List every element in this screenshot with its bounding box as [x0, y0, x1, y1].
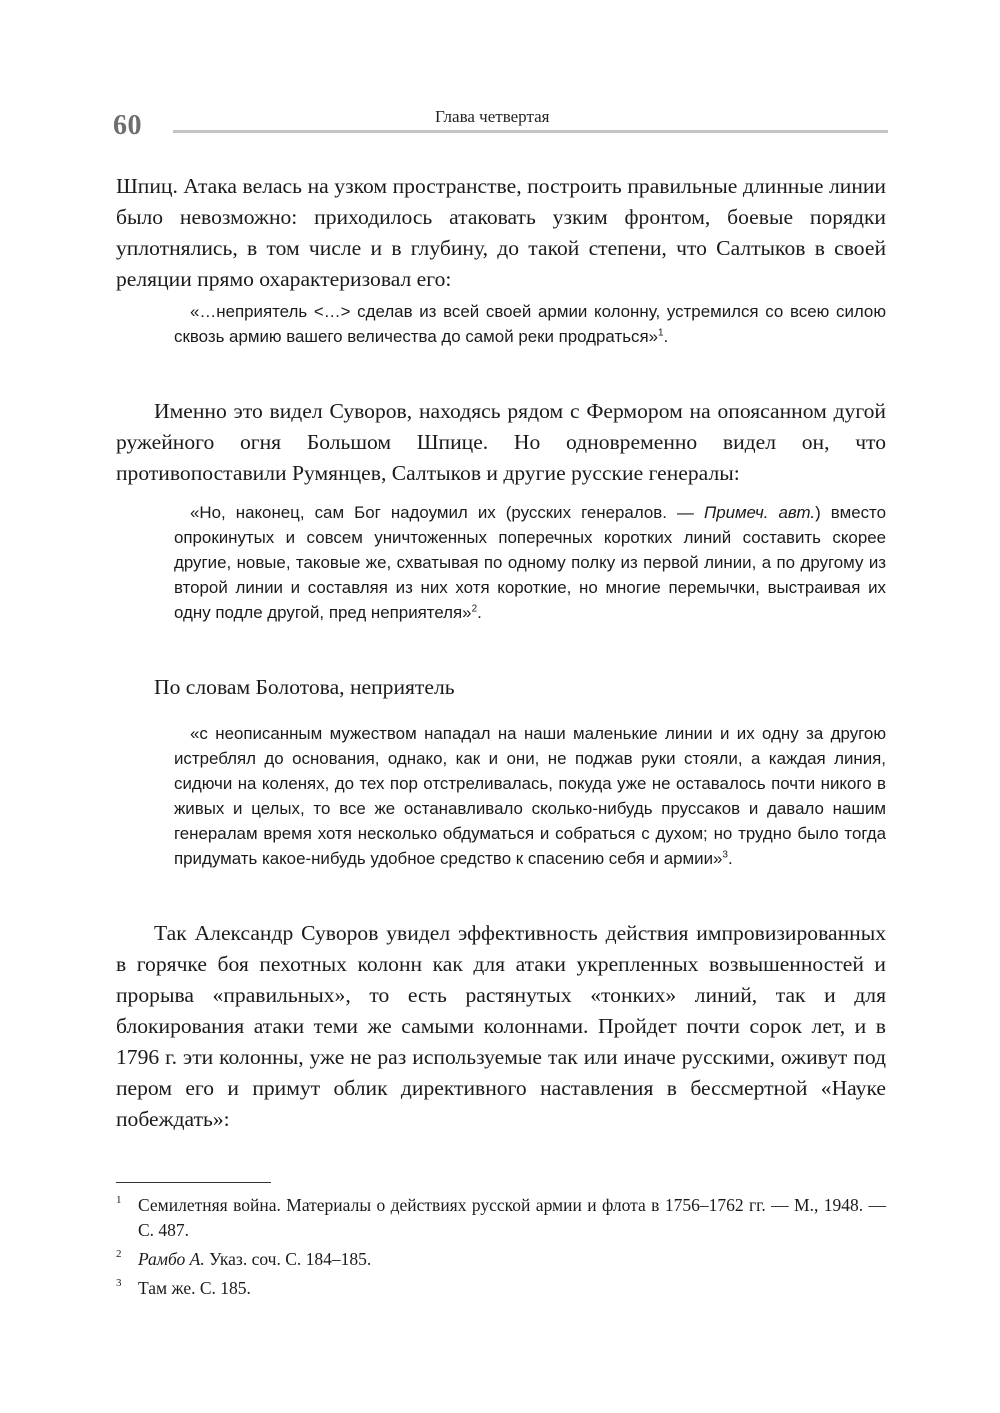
footnote-2	[116, 1247, 886, 1272]
footnote-mark-1: 1	[116, 1194, 122, 1206]
page-number: 60	[113, 110, 142, 141]
quote-1	[174, 299, 886, 349]
paragraph-2: Именно это видел Суворов, находясь рядом с Фермором на опоясанном дугой ружейного огня Большом Шпице. Но одновременно видел он, что противопоставили Румянцев, Салтыков и другие русские генералы:	[116, 399, 886, 485]
page-header	[113, 100, 888, 150]
footnote-1	[116, 1193, 886, 1243]
footnote-text-2: Указ. соч. С. 184–185.	[204, 1249, 372, 1269]
running-head: Глава четвертая	[435, 107, 550, 126]
paragraph-4: Так Александр Суворов увидел эффективность действия импровизированных в горячке боя пехотных колонн как для атаки укрепленных возвышенностей и прорыва «правильных», то есть растянутых «тонких» линий, так и для блокирования атаки теми же самыми колоннами. Пройдет почти сорок лет, и в 1796 г. эти колонны, уже не раз используемые так или иначе русскими, оживут под пером его и примут облик директивного наставления в бессмертной «Науке побеждать»:	[116, 921, 886, 1131]
footnote-3	[116, 1276, 886, 1301]
quote-2-text-before: «Но, наконец, сам Бог надоумил их (русских генералов. —	[190, 503, 704, 522]
footnote-ref-2: 2	[471, 603, 478, 615]
footnote-ref-3: 3	[722, 849, 728, 861]
footnote-mark-2: 2	[116, 1248, 122, 1260]
footnote-ref-1: 1	[657, 327, 664, 339]
paragraph-1: Шпиц. Атака велась на узком пространстве, построить правильные длинные линии было невозможно: приходилось атаковать узким фронтом, боевые порядки уплотнялись, в том числе и в глубину, до такой степени, что Салтыков в своей реляции прямо охарактеризовал его:	[116, 174, 886, 291]
quote-3	[174, 721, 886, 871]
footnote-author-2: Рамбо А.	[138, 1249, 205, 1269]
quote-2-end: .	[477, 603, 482, 622]
header-rule	[173, 130, 888, 133]
footnote-separator	[116, 1182, 271, 1183]
footnotes	[116, 1193, 886, 1305]
quote-1-end: .	[663, 327, 669, 346]
quote-1-text: «…неприятель <…> сделав из всей своей армии колонну, устремился со всею силою сквозь армию вашего величества до самой реки продраться»	[174, 302, 886, 346]
paragraph-3: По словам Болотова, неприятель	[154, 675, 455, 699]
quote-3-end: .	[727, 849, 733, 868]
quote-3-text: «с неописанным мужеством нападал на наши маленькие линии и их одну за другою истреблял до основания, однако, как и они, не поджав руки стояли, а каждая линия, сидючи на коленях, до тех пор отстреливалась, покуда уже не оставалось почти никого в живых и целых, то все же останавливало сколько-нибудь пруссаков и давало нашим генералам время хотя несколько обдуматься и собраться с духом; но трудно было тогда придумать какое-нибудь удобное средство к спасению себя и армии»	[174, 724, 886, 868]
footnote-text-1: Семилетняя война. Материалы о действиях русской армии и флота в 1756–1762 гг. — М., 1948. — С. 487.	[138, 1195, 886, 1240]
quote-2-italic: Примеч. авт.	[703, 503, 816, 522]
footnote-text-3: Там же. С. 185.	[138, 1278, 251, 1298]
quote-2	[174, 500, 886, 625]
footnote-mark-3: 3	[116, 1277, 122, 1289]
quote-2-text-after: ) вместо опрокинутых и совсем уничтоженных поперечных коротких линий составить скорее другие, новые, таковые же, схватывая по одному полку из первой линии, а по другому из второй линии и составляя из них хотя короткие, но многие перемычки, выстраивая их одну подле другой, пред неприятеля»	[174, 503, 886, 622]
